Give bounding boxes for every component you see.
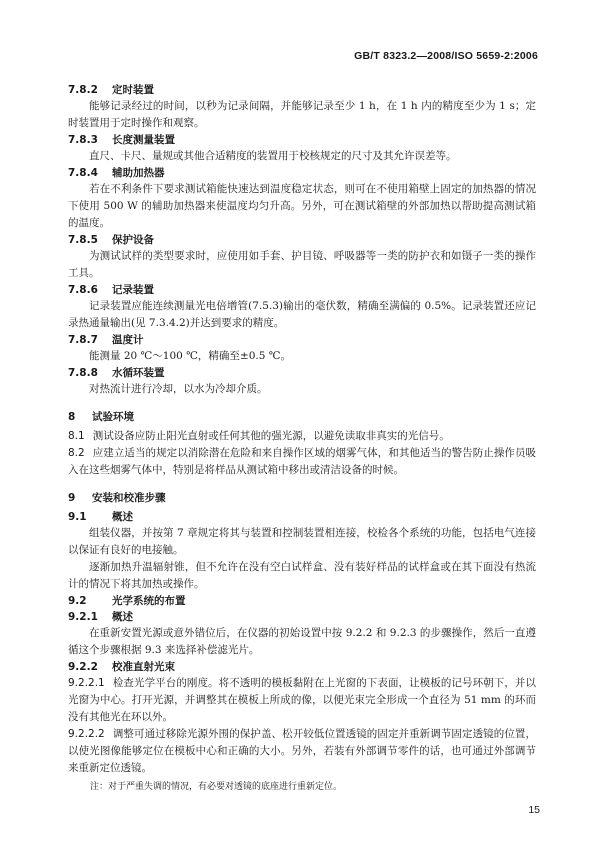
clause-title: 概述 — [112, 511, 133, 523]
clause-number: 7.8.6 — [68, 284, 98, 296]
clause-title: 定时装置 — [112, 84, 154, 96]
clause-heading — [68, 82, 536, 98]
clause-title: 记录装置 — [112, 284, 154, 296]
clause-number: 7.8.8 — [68, 367, 98, 379]
paragraph: 组装仪器，并按第 7 章规定将其与装置和控制装置相连接，校检各个系统的功能，包括电气连接以保证有良好的电接触。 — [68, 527, 536, 556]
clause-heading — [68, 365, 536, 381]
clause-number: 9 — [68, 492, 76, 504]
clause-heading — [68, 659, 536, 675]
paragraph: 记录装置应能连续测量光电倍增管(7.5.3)输出的毫伏数，精确至满偏的 0.5%。记录装置还应记录热通量输出(见 7.3.4.2)并达到要求的精度。 — [68, 300, 536, 329]
numbered-paragraph — [68, 675, 536, 726]
clause-number: 7.8.5 — [68, 234, 98, 246]
clause-title: 水循环装置 — [112, 367, 165, 379]
clause-number: 9.2 — [68, 595, 87, 607]
clause-number: 9.2.2.2 — [68, 728, 105, 740]
clause-title: 温度计 — [112, 334, 144, 346]
standard-number-header: GB/T 8323.2—2008/ISO 5659-2:2006 — [354, 50, 538, 62]
clause-title: 试验环境 — [92, 411, 134, 423]
paragraph: 逐渐加热升温辐射锥，但不允许在没有空白试样盒、没有装好样品的试样盒或在其下面没有热流计的情况下将其加热或操作。 — [68, 561, 536, 590]
paragraph-text: 调整可通过移除光源外围的保护盖、松开较低位置透镜的固定并重新调节固定透镜的位置，以使光图像能够定位在模板中心和正确的大小。另外，若装有外部调节零件的话，也可通过外部调节来重新定位透镜。 — [68, 728, 536, 774]
clause-number: 8.1 — [68, 430, 85, 442]
section-heading — [68, 487, 536, 509]
paragraph: 在重新安置光源或意外错位后，在仪器的初始设置中按 9.2.2 和 9.2.3 的步骤操作，然后一直遵循这个步骤根据 9.3 来选择补偿滤光片。 — [68, 627, 536, 656]
clause-title: 辅助加热器 — [112, 167, 165, 179]
clause-number: 7.8.4 — [68, 167, 98, 179]
clause-title: 保护设备 — [112, 234, 154, 246]
clause-heading — [68, 609, 536, 625]
clause-title: 长度测量装置 — [112, 134, 175, 146]
clause-heading — [68, 165, 536, 181]
numbered-paragraph — [68, 428, 536, 445]
paragraph: 若在不利条件下要求测试箱能快速达到温度稳定状态，则可在不使用箱壁上固定的加热器的情况下使用 500 W 的辅助加热器来使温度均匀升高。另外，可在测试箱壁的外部加热以帮助提高测试箱的温度。 — [68, 183, 536, 229]
paragraph-text: 测试设备应防止阳光直射或任何其他的强光源，以避免读取非真实的光信号。 — [92, 430, 450, 442]
clause-number: 9.2.2 — [68, 661, 98, 673]
numbered-paragraph — [68, 445, 536, 479]
clause-number: 7.8.7 — [68, 334, 98, 346]
clause-title: 校准直射光束 — [112, 661, 175, 673]
clause-heading — [68, 332, 536, 348]
section-heading — [68, 406, 536, 428]
clause-heading — [68, 593, 536, 609]
document-body — [68, 82, 536, 795]
paragraph: 对热流计进行冷却，以水为冷却介质。 — [89, 383, 268, 395]
clause-heading — [68, 232, 536, 248]
clause-number: 7.8.3 — [68, 134, 98, 146]
clause-number: 9.2.1 — [68, 611, 98, 623]
page-number: 15 — [528, 804, 540, 816]
paragraph: 直尺、卡尺、量规或其他合适精度的装置用于校核规定的尺寸及其允许误差等。 — [89, 150, 457, 162]
paragraph-text: 检查光学平台的刚度。将不透明的模板黏附在上光窗的下表面，让模板的记号环朝下，并以光窗为中心。打开光源，并调整其在模板上所成的像，以便光束完全形成一个直径为 51 mm 的环而没有其他光在环以外。 — [68, 677, 536, 723]
clause-title: 光学系统的布置 — [112, 595, 186, 607]
paragraph: 能测量 20 ℃～100 ℃，精确至±0.5 ℃。 — [89, 350, 291, 362]
clause-number: 8.2 — [68, 447, 85, 459]
paragraph-text: 应建立适当的规定以消除潜在危险和来自操作区域的烟雾气体，和其他适当的警告防止操作员吸入在这些烟雾气体中，特别是将样品从测试箱中移出或清洁设备的时候。 — [68, 447, 536, 476]
clause-title: 概述 — [112, 611, 133, 623]
paragraph: 能够记录经过的时间，以秒为记录间隔，并能够记录至少 1 h，在 1 h 内的精度至少为 1 s；定时装置用于定时操作和观察。 — [68, 100, 536, 129]
clause-title: 安装和校准步骤 — [92, 492, 166, 504]
numbered-paragraph — [68, 726, 536, 777]
note: 注：对于严重失调的情况，有必要对透镜的底座进行重新定位。 — [90, 782, 343, 792]
clause-heading — [68, 132, 536, 148]
paragraph: 为测试试样的类型要求时，应使用如手套、护目镜、呼吸器等一类的防护衣和如镊子一类的操作工具。 — [68, 250, 536, 279]
clause-number: 7.8.2 — [68, 84, 98, 96]
clause-number: 8 — [68, 411, 76, 423]
clause-number: 9.1 — [68, 511, 87, 523]
clause-heading — [68, 509, 536, 525]
clause-heading — [68, 282, 536, 298]
clause-number: 9.2.2.1 — [68, 677, 105, 689]
